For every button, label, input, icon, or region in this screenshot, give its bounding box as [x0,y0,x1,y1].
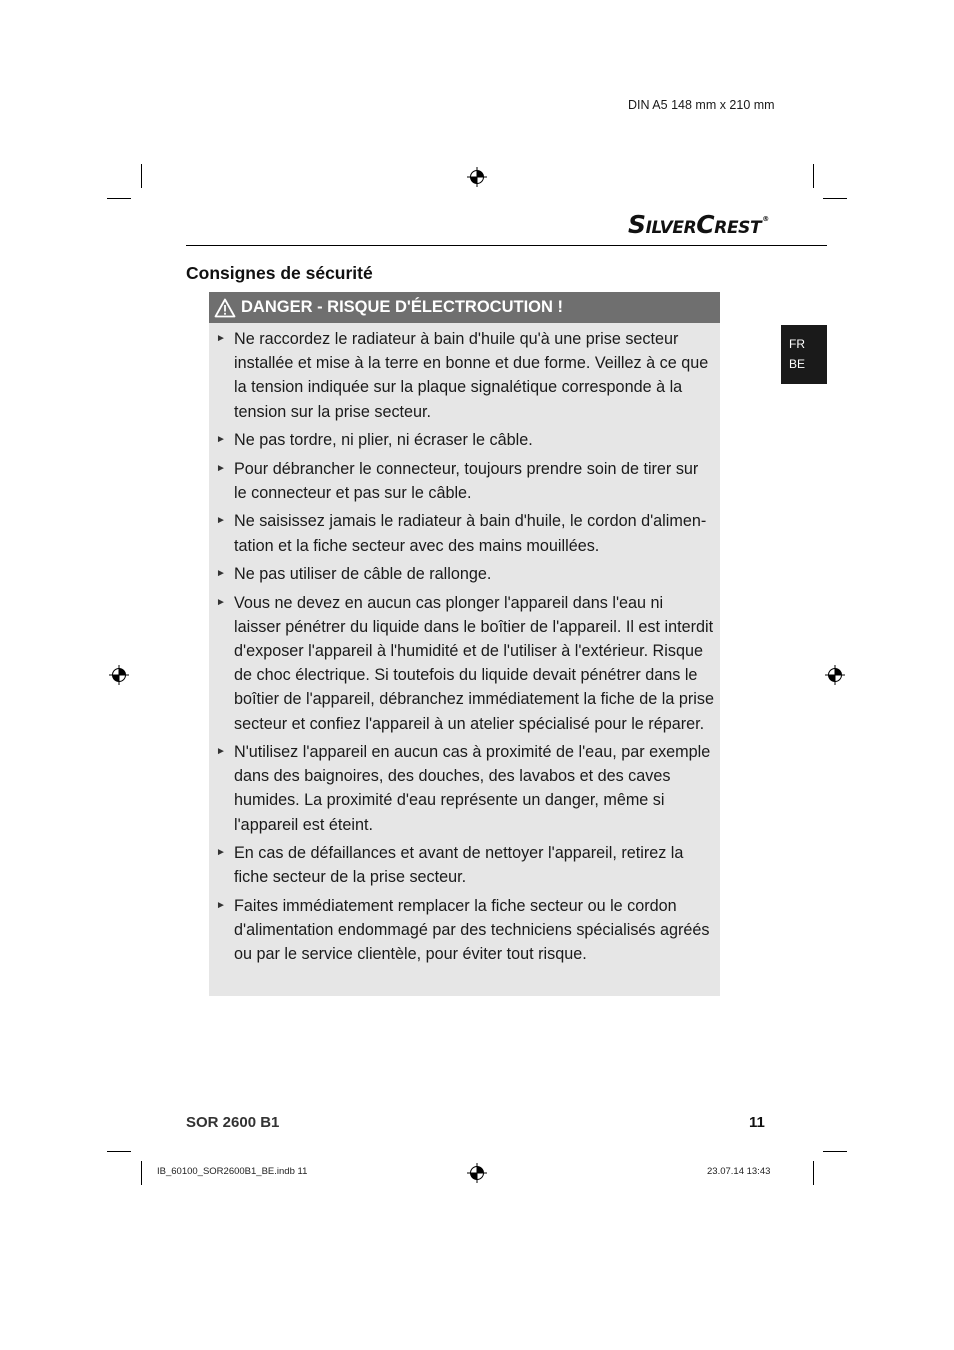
arrow-bullet-icon: ► [216,746,226,758]
list-item-text: N'utilisez l'appareil en aucun cas à proximité de l'eau, par exemple dans des baignoires, des douches, des lavabos et des caves humides. La proximité d'eau représente un danger, même si l'appareil est éteint. [234,743,711,834]
list-item [209,591,720,736]
list-item-text: Pour débrancher le connecteur, toujours prendre soin de tirer sur le connecteur et pas sur le câble. [234,459,699,502]
list-item [209,894,720,967]
list-item [209,327,720,424]
registration-target-icon [825,665,845,685]
arrow-bullet-icon: ► [216,568,226,580]
arrow-bullet-icon: ► [216,847,226,859]
list-item [209,841,720,889]
section-title: Consignes de sécurité [186,263,373,283]
list-item [209,740,720,837]
crop-mark [141,164,142,188]
model-number: SOR 2600 B1 [186,1114,280,1131]
country-code: BE [789,357,806,371]
language-tab [781,325,827,384]
list-item-text: Ne raccordez le radiateur à bain d'huile qu'à une prise secteur installée et mise à la terre en bonne et due forme. Veillez à ce que la tension indiquée sur la plaque signalétique corresponde à la tension sur la prise secteur. [234,330,709,421]
arrow-bullet-icon: ► [216,434,226,446]
list-item [209,457,720,505]
warning-triangle-icon [214,298,236,318]
danger-title: DANGER - RISQUE D'ÉLECTROCUTION ! [241,298,564,316]
registration-target-icon [467,1163,487,1183]
danger-box [209,292,720,996]
crop-mark [107,198,131,199]
danger-list [209,327,720,971]
arrow-bullet-icon: ► [216,899,226,911]
language-code: FR [789,337,805,351]
arrow-bullet-icon: ► [216,596,226,608]
header-rule [186,245,827,246]
crop-mark [107,1151,131,1152]
list-item-text: Vous ne devez en aucun cas plonger l'appareil dans l'eau ni laisser pénétrer du liquide dans le boîtier de l'appareil. Il est interdit d'exposer l'appareil à l'humidité et de l'utiliser à l'extérieur. Risque de choc électrique. Si toutefois du liquide devait pénétrer dans le boîtier de l'appareil, débranchez immédiatement la fiche de la prise secteur et confiez l'appareil à un atelier spécialisé pour le réparer. [234,593,714,733]
list-item-text: En cas de défaillances et avant de nettoyer l'appareil, retirez la fiche secteur de la prise secteur. [234,844,684,887]
registration-target-icon [109,665,129,685]
list-item-text: Ne saisissez jamais le radiateur à bain d'huile, le cordon d'alimen-tation et la fiche secteur avec des mains mouillées. [234,512,707,555]
list-item [209,562,720,586]
crop-mark [813,164,814,188]
crop-mark [141,1161,142,1185]
crop-mark [813,1161,814,1185]
crop-mark [823,1151,847,1152]
list-item [209,509,720,557]
arrow-bullet-icon: ► [216,515,226,527]
list-item-text: Ne pas utiliser de câble de rallonge. [234,565,492,584]
list-item-text: Ne pas tordre, ni plier, ni écraser le câble. [234,431,533,450]
arrow-bullet-icon: ► [216,462,226,474]
crop-mark [823,198,847,199]
list-item-text: Faites immédiatement remplacer la fiche secteur ou le cordon d'alimentation endommagé par des techniciens spécialisés agréés ou par le service clientèle, pour éviter tout risque. [234,896,710,964]
danger-header [209,292,720,323]
list-item [209,428,720,452]
print-slug-file: IB_60100_SOR2600B1_BE.indb 11 [157,1166,308,1177]
print-slug-datetime: 23.07.14 13:43 [707,1166,771,1177]
registration-target-icon [467,167,487,187]
page-number: 11 [749,1114,765,1131]
brand-logo: SILVERCREST® [628,210,769,239]
format-note: DIN A5 148 mm x 210 mm [628,98,775,112]
arrow-bullet-icon: ► [216,333,226,344]
